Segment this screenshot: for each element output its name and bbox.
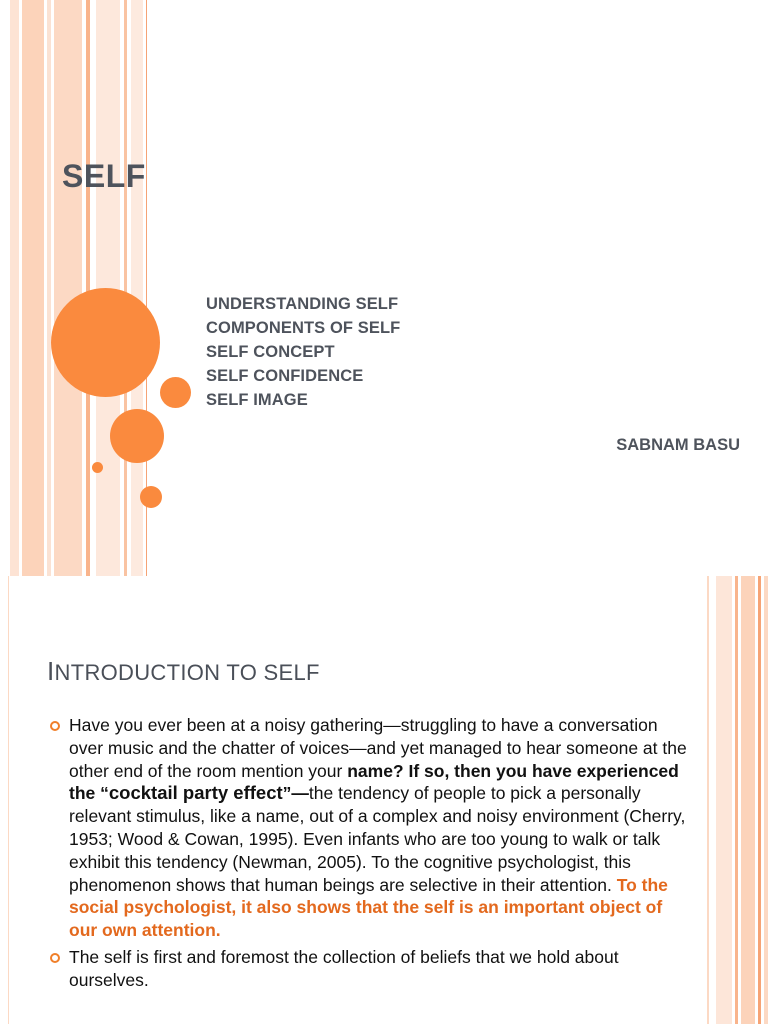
decor-stripe: [10, 0, 19, 576]
bullet-text-highlight: To the social psychologist, it also shows that the self is an important object of our own attention.: [69, 874, 668, 941]
decor-circle: [110, 409, 164, 463]
subtopic-item: SELF CONCEPT: [206, 343, 335, 361]
bullet-text-bold: name? If so, then you have experienced the “: [69, 760, 679, 804]
bullet-text-bold: ”—: [282, 783, 309, 804]
decor-stripe: [735, 576, 738, 1024]
decor-circle-tiny: [92, 462, 103, 473]
subtopic-item: UNDERSTANDING SELF: [206, 295, 399, 313]
bullet-text: The self is first and foremost the collection of beliefs that we hold about ourselves.: [69, 946, 619, 990]
bullet-ring-icon: [50, 953, 60, 963]
bullet-text: Have you ever been at a noisy gathering—struggling to have a conversation over music and the chatter of voices—and yet managed to hear someone at the other end of the room mention your: [69, 715, 687, 781]
decor-circle: [140, 486, 162, 508]
subtopic-item: COMPONENTS OF SELF: [206, 319, 401, 337]
bullet-text: the tendency of people to pick a personally relevant stimulus, like a name, out of a complex and noisy environment (Cherry, 1953; Wood & Cowan, 1995). Even infants who are too young to walk or talk exhibit this tendency (Newman, 2005). To the cognitive psychologist, this phenomenon shows that human beings are selective in their attention.: [69, 783, 686, 895]
bullet-ring-icon: [50, 721, 60, 731]
decor-stripe: [716, 576, 732, 1024]
decor-circle: [160, 377, 191, 408]
subtopic-list: [206, 292, 400, 412]
decor-stripe: [86, 0, 90, 576]
decor-stripe: [764, 576, 768, 1024]
slide-title: [47, 656, 320, 687]
list-item: [48, 714, 688, 942]
subtopic-item: SELF IMAGE: [206, 391, 308, 409]
decor-stripe: [124, 0, 127, 576]
decor-stripe: [758, 576, 761, 1024]
decor-stripe: [8, 576, 9, 1024]
decor-stripe: [22, 0, 44, 576]
decor-circle-large: [51, 288, 160, 397]
bullet-text-term: cocktail party effect: [108, 782, 283, 804]
slide-title: SELF: [62, 158, 146, 194]
list-item: [48, 946, 688, 992]
subtopic-item: SELF CONFIDENCE: [206, 367, 364, 385]
title-rest: NTRODUCTION TO SELF: [54, 660, 320, 685]
author-name: SABNAM BASU: [616, 436, 740, 454]
decor-stripe: [707, 576, 709, 1024]
decor-stripe: [741, 576, 755, 1024]
bullet-list: [48, 714, 688, 996]
title-initial: I: [47, 656, 55, 686]
decor-stripe: [47, 0, 51, 576]
decor-stripe: [54, 0, 82, 576]
